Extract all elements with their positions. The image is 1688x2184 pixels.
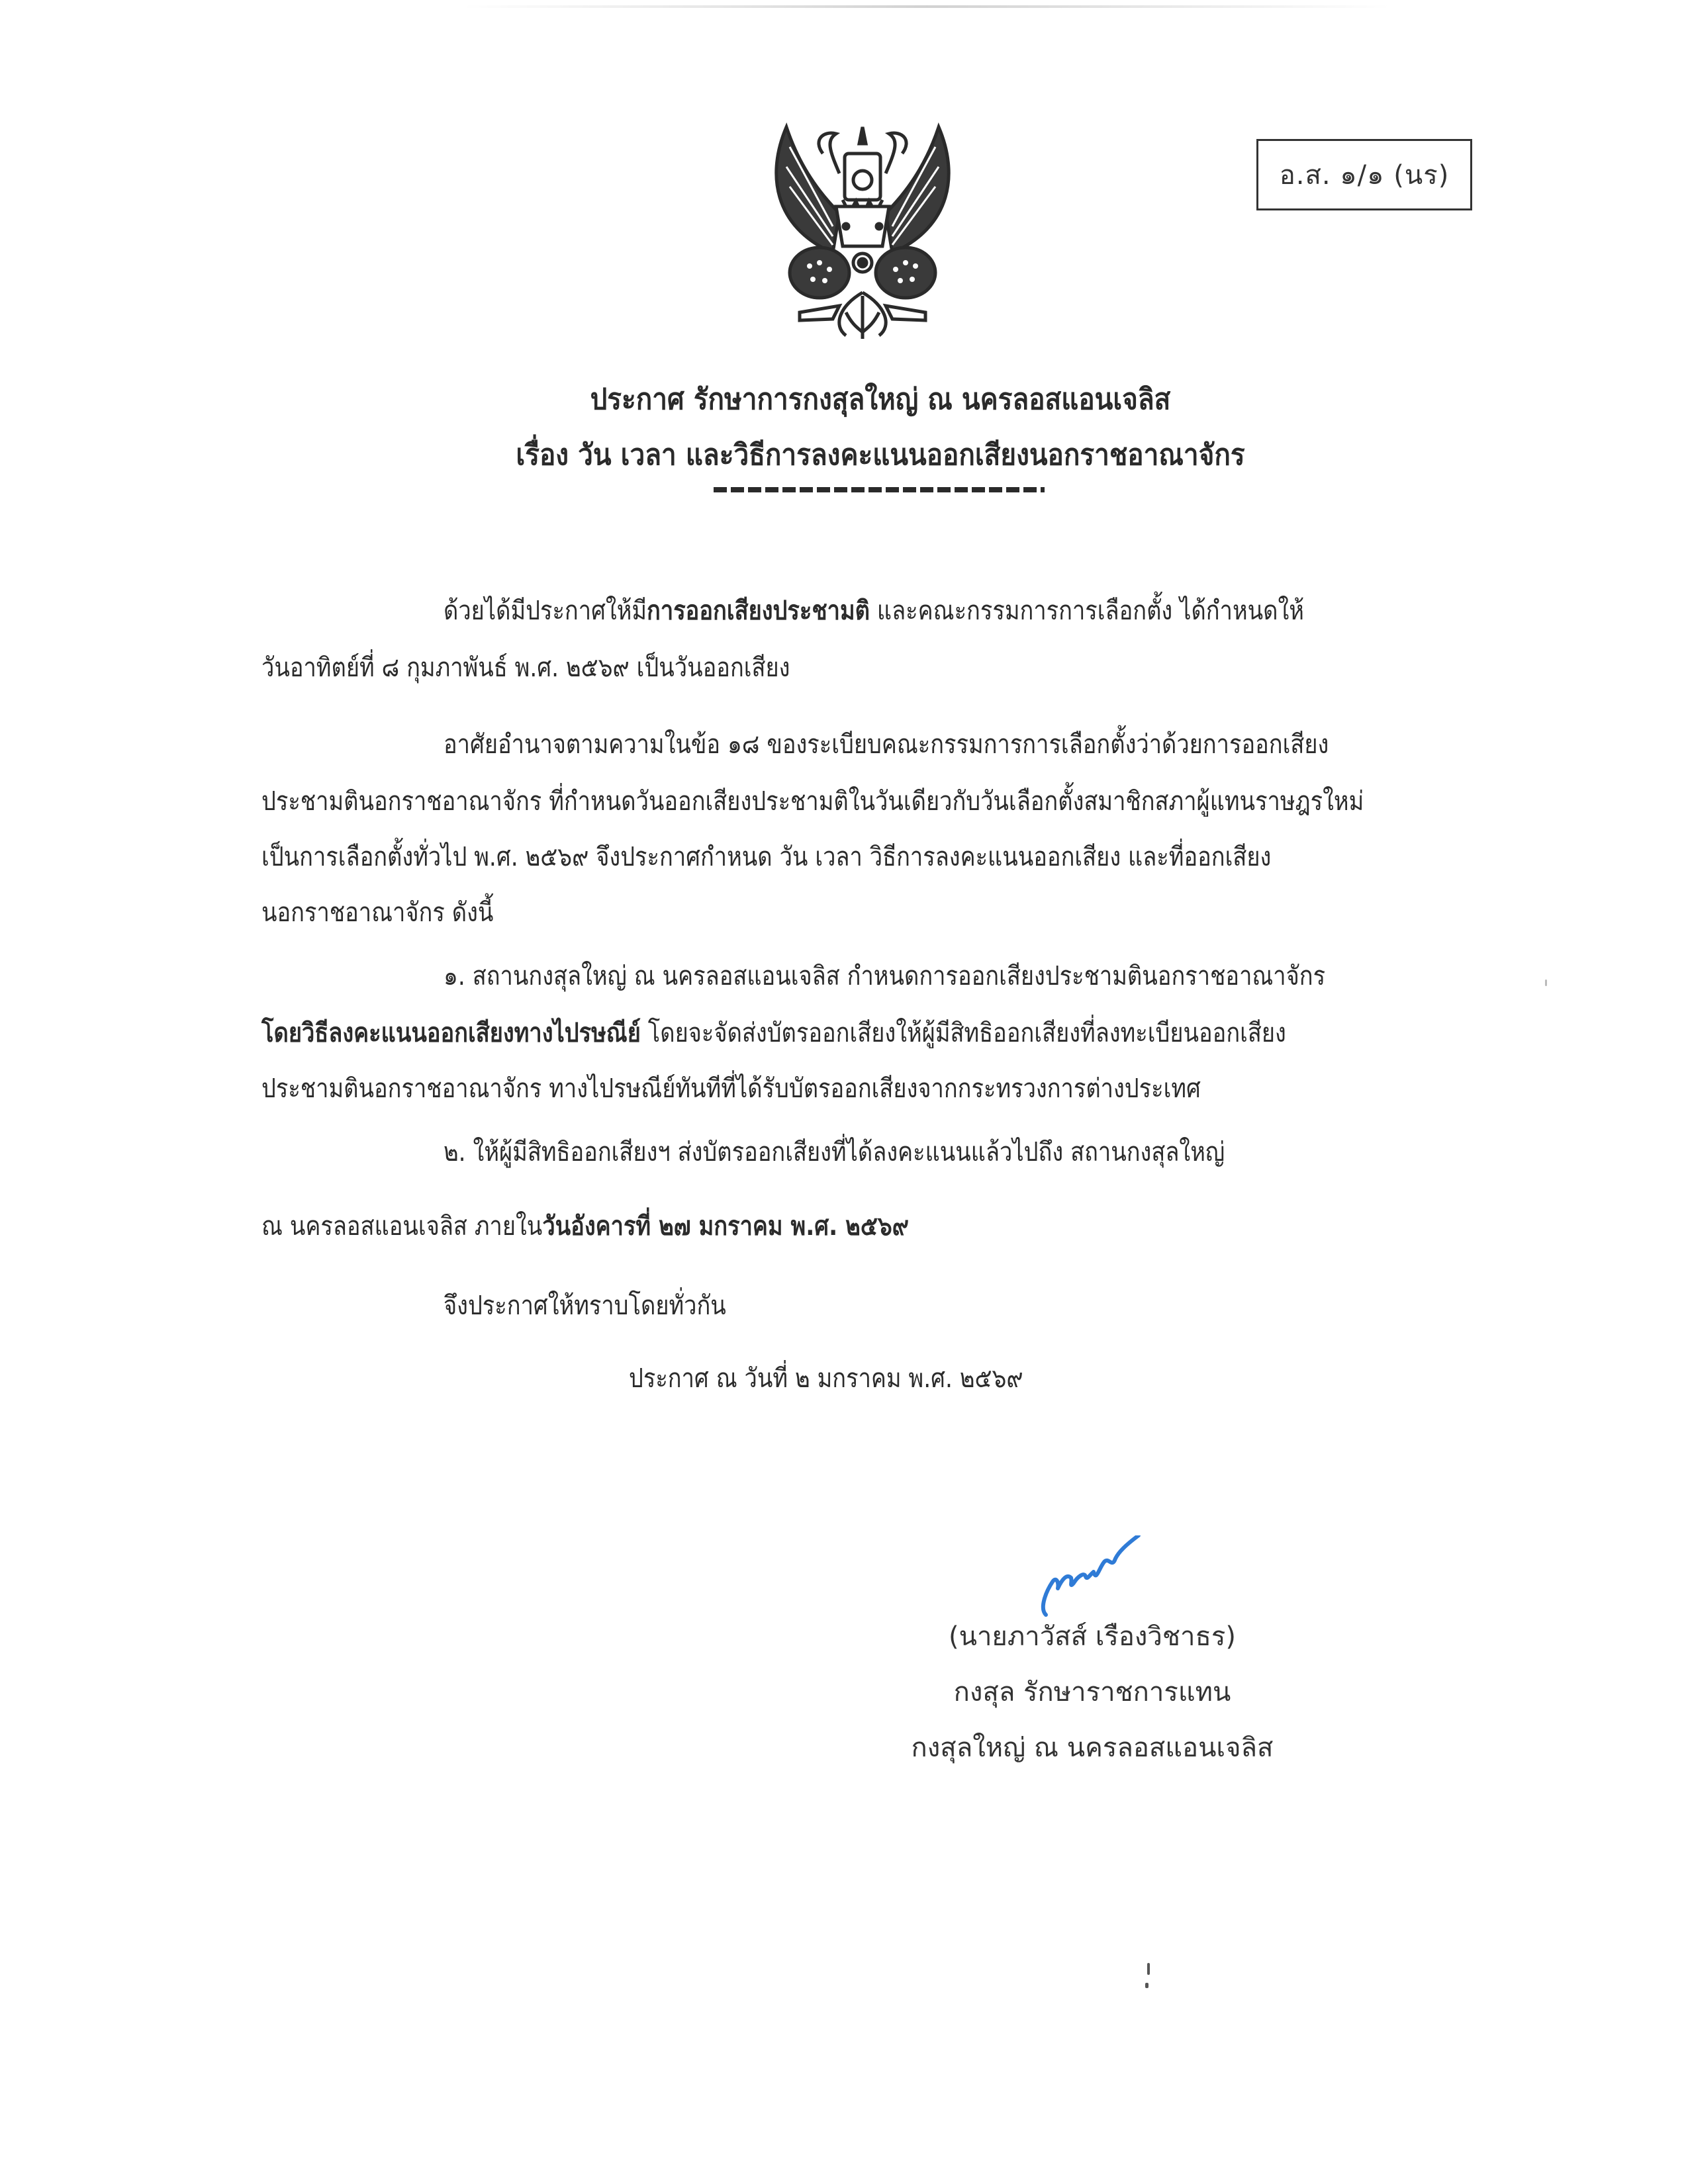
paragraph-1-line-2: วันอาทิตย์ที่ ๘ กุมภาพันธ์ พ.ศ. ๒๕๖๙ เป็นวันออกเสียง <box>261 653 790 683</box>
paragraph-2-line-1: อาศัยอำนาจตามความในข้อ ๑๘ ของระเบียบคณะกรรมการการเลือกตั้งว่าด้วยการออกเสียง <box>444 729 1329 760</box>
paragraph-2-line-2: ประชามตินอกราชอาณาจักร ที่กำหนดวันออกเสียงประชามติในวันเดียวกับวันเลือกตั้งสมาชิกสภาผู้แทนราษฎรใหม่ <box>261 786 1364 817</box>
referendum-emphasis: การออกเสียงประชามติ <box>647 596 870 626</box>
postal-voting-emphasis: โดยวิธีลงคะแนนออกเสียงทางไปรษณีย์ <box>261 1018 641 1048</box>
item-1-line-1: ๑. สถานกงสุลใหญ่ ณ นครลอสแอนเจลิส กำหนดการออกเสียงประชามตินอกราชอาณาจักร <box>444 961 1326 991</box>
title-separator <box>714 487 1045 492</box>
scan-speck <box>1545 979 1547 986</box>
paragraph-2-line-3: เป็นการเลือกตั้งทั่วไป พ.ศ. ๒๕๖๙ จึงประกาศกำหนด วัน เวลา วิธีการลงคะแนนออกเสียง และที่ออกเสียง <box>261 842 1272 872</box>
item-1-line-2 <box>261 1011 1286 1054</box>
form-code-box: อ.ส. ๑/๑ (นร) <box>1256 139 1472 210</box>
issued-date: ประกาศ ณ วันที่ ๒ มกราคม พ.ศ. ๒๕๖๙ <box>629 1363 1023 1394</box>
garuda-emblem-icon <box>760 114 965 345</box>
paragraph-1-text-end: และคณะกรรมการการเลือกตั้ง ได้กำหนดให้ <box>869 596 1304 626</box>
announcement-subject: เรื่อง วัน เวลา และวิธีการลงคะแนนออกเสียงนอกราชอาณาจักร <box>516 438 1245 472</box>
announcement-title: ประกาศ รักษาการกงสุลใหญ่ ณ นครลอสแอนเจลิส <box>590 383 1171 416</box>
item-2-text: ณ นครลอสแอนเจลิส ภายใน <box>261 1211 543 1242</box>
signatory-position: กงสุล รักษาราชการแทน <box>953 1677 1231 1707</box>
item-2-line-2 <box>261 1205 909 1247</box>
signatory-office: กงสุลใหญ่ ณ นครลอสแอนเจลิส <box>911 1733 1274 1763</box>
scan-edge-shadow <box>463 5 1390 8</box>
scan-speck <box>1147 1963 1150 1975</box>
signature-icon <box>1033 1535 1145 1621</box>
item-2-line-1: ๒. ให้ผู้มีสิทธิออกเสียงฯ ส่งบัตรออกเสียงที่ได้ลงคะแนนแล้วไปถึง สถานกงสุลใหญ่ <box>444 1137 1225 1167</box>
paragraph-1-line-1 <box>444 589 1304 631</box>
paragraph-2-line-4: นอกราชอาณาจักร ดังนี้ <box>261 897 494 928</box>
paragraph-1-text: ด้วยได้มีประกาศให้มี <box>444 596 647 626</box>
item-1-line-3: ประชามตินอกราชอาณาจักร ทางไปรษณีย์ทันทีที่ได้รับบัตรออกเสียงจากกระทรวงการต่างประเทศ <box>261 1073 1201 1104</box>
item-1-text: โดยจะจัดส่งบัตรออกเสียงให้ผู้มีสิทธิออกเสียงที่ลงทะเบียนออกเสียง <box>640 1018 1286 1048</box>
deadline-emphasis: วันอังคารที่ ๒๗ มกราคม พ.ศ. ๒๕๖๙ <box>542 1211 909 1242</box>
scan-speck <box>1145 1983 1149 1988</box>
closing-statement: จึงประกาศให้ทราบโดยทั่วกัน <box>444 1291 726 1321</box>
signatory-name: (นายภาวัสส์ เรืองวิชาธร) <box>949 1621 1236 1652</box>
